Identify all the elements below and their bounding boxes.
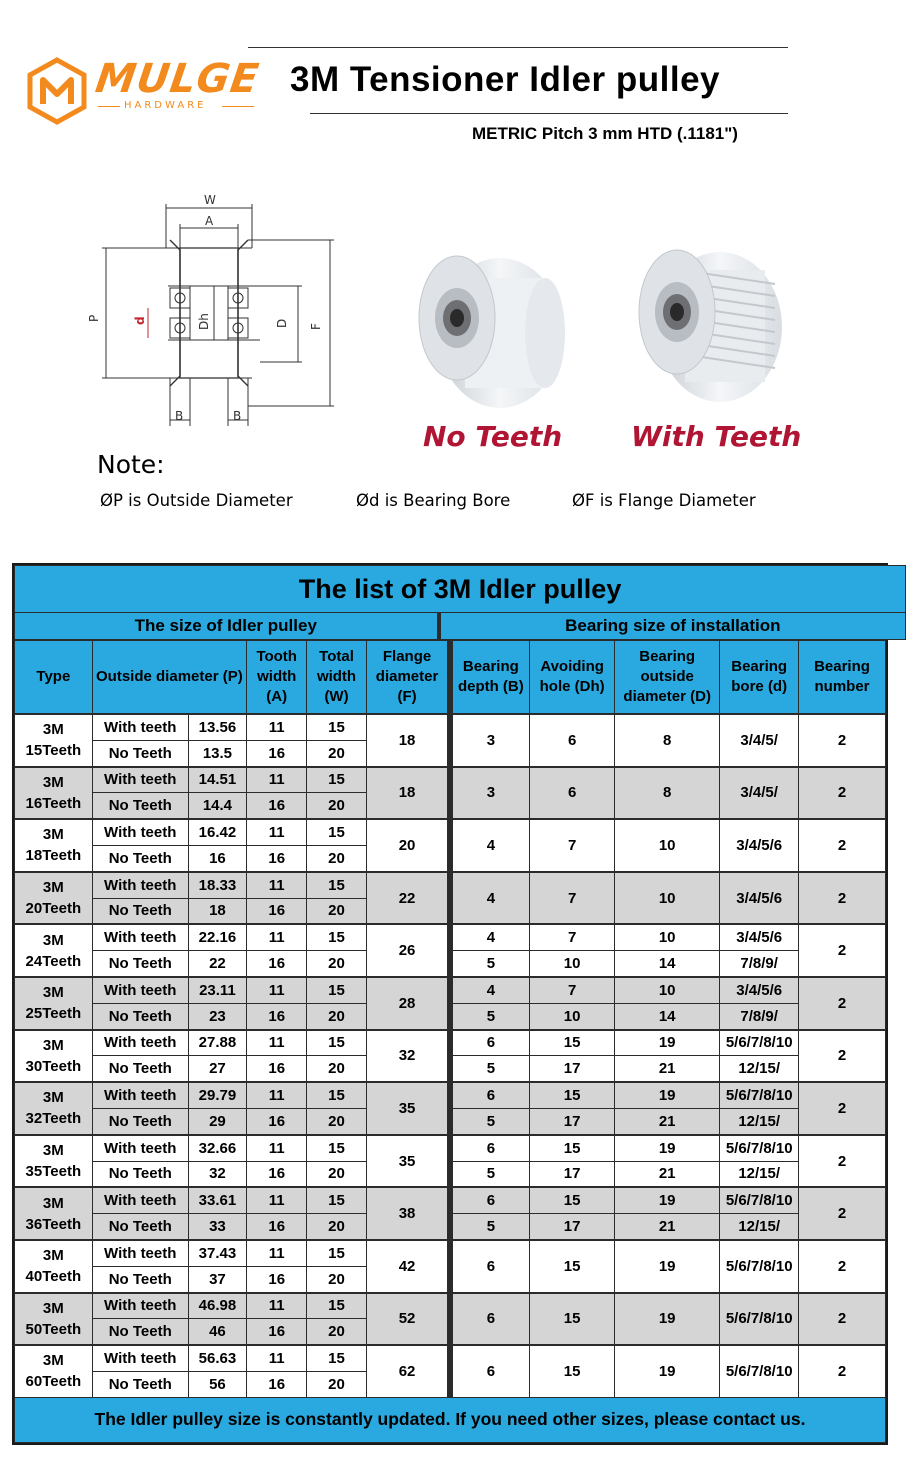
cell-tooth-width: 16 (247, 1214, 307, 1240)
cell-flange-diameter: 20 (366, 819, 448, 872)
cell-bearing-outside-diameter: 19 (615, 1293, 720, 1346)
cell-total-width: 15 (307, 819, 366, 845)
label-b-right: B (233, 409, 242, 423)
cell-bearing-number: 2 (799, 1240, 886, 1293)
cell-tooth-width: 11 (247, 1240, 307, 1266)
cell-total-width: 15 (307, 1030, 366, 1056)
cell-variant-label: No Teeth (92, 1371, 188, 1397)
cell-bearing-bore: 3/4/5/ (720, 714, 799, 767)
note-flange-diameter: ØF is Flange Diameter (572, 491, 756, 510)
cell-avoiding-hole: 15 (530, 1030, 615, 1056)
cell-avoiding-hole: 15 (530, 1135, 615, 1161)
cell-bearing-outside-diameter: 21 (615, 1161, 720, 1187)
cell-total-width: 15 (307, 1082, 366, 1108)
cell-total-width: 20 (307, 1056, 366, 1082)
cell-type: 3M 35Teeth (15, 1135, 93, 1188)
cell-bearing-outside-diameter: 10 (615, 872, 720, 925)
cell-outside-diameter: 13.56 (188, 714, 246, 740)
header-bearing-bore: Bearing bore (d) (720, 641, 799, 715)
cell-type: 3M 40Teeth (15, 1240, 93, 1293)
cell-bearing-number: 2 (799, 767, 886, 820)
cell-outside-diameter: 18.33 (188, 872, 246, 898)
table-row (15, 872, 886, 898)
table-title: The list of 3M Idler pulley (15, 566, 906, 613)
cell-bearing-bore: 12/15/ (720, 1161, 799, 1187)
note-heading: Note: (97, 450, 165, 479)
cell-flange-diameter: 18 (366, 714, 448, 767)
cell-type: 3M 18Teeth (15, 819, 93, 872)
table-row (15, 1187, 886, 1213)
cell-variant-label: With teeth (92, 872, 188, 898)
cell-bearing-bore: 5/6/7/8/10 (720, 1345, 799, 1397)
cell-tooth-width: 16 (247, 1319, 307, 1345)
cell-outside-diameter: 22 (188, 951, 246, 977)
mulge-logo-icon (26, 58, 88, 124)
cell-bearing-depth: 3 (452, 767, 530, 820)
cell-bearing-number: 2 (799, 872, 886, 925)
cell-bearing-outside-diameter: 21 (615, 1214, 720, 1240)
header-tooth-width: Tooth width (A) (247, 641, 307, 715)
cell-outside-diameter: 18 (188, 898, 246, 924)
cell-total-width: 15 (307, 1293, 366, 1319)
cell-tooth-width: 16 (247, 898, 307, 924)
cell-bearing-bore: 3/4/5/6 (720, 977, 799, 1003)
cell-bearing-outside-diameter: 14 (615, 951, 720, 977)
cell-flange-diameter: 32 (366, 1030, 448, 1083)
table-row (15, 819, 886, 845)
cell-variant-label: With teeth (92, 767, 188, 793)
caption-no-teeth: No Teeth (423, 420, 563, 453)
cell-bearing-bore: 5/6/7/8/10 (720, 1082, 799, 1108)
cell-outside-diameter: 37.43 (188, 1240, 246, 1266)
cell-avoiding-hole: 17 (530, 1214, 615, 1240)
cell-outside-diameter: 16 (188, 845, 246, 871)
cell-outside-diameter: 27.88 (188, 1030, 246, 1056)
cell-bearing-outside-diameter: 19 (615, 1135, 720, 1161)
cell-outside-diameter: 46.98 (188, 1293, 246, 1319)
cell-total-width: 20 (307, 740, 366, 766)
table-row (15, 767, 886, 793)
cell-bearing-outside-diameter: 19 (615, 1082, 720, 1108)
note-bearing-bore: Ød is Bearing Bore (356, 491, 511, 510)
cell-flange-diameter: 52 (366, 1293, 448, 1346)
cell-total-width: 20 (307, 898, 366, 924)
cell-total-width: 20 (307, 1214, 366, 1240)
cell-tooth-width: 11 (247, 714, 307, 740)
cell-tooth-width: 11 (247, 1135, 307, 1161)
cell-total-width: 15 (307, 714, 366, 740)
cell-outside-diameter: 33.61 (188, 1187, 246, 1213)
cell-flange-diameter: 38 (366, 1187, 448, 1240)
cell-total-width: 15 (307, 977, 366, 1003)
cell-total-width: 20 (307, 1108, 366, 1134)
cell-flange-diameter: 35 (366, 1135, 448, 1188)
cell-bearing-number: 2 (799, 924, 886, 977)
pulley-with-teeth-image (625, 232, 800, 412)
cell-tooth-width: 11 (247, 1030, 307, 1056)
cell-bearing-number: 2 (799, 714, 886, 767)
note-outside-diameter: ØP is Outside Diameter (100, 491, 293, 510)
caption-with-teeth: With Teeth (631, 420, 802, 453)
cell-bearing-outside-diameter: 8 (615, 767, 720, 820)
cell-bearing-depth: 6 (452, 1187, 530, 1213)
cell-avoiding-hole: 7 (530, 924, 615, 950)
cell-bearing-bore: 3/4/5/6 (720, 819, 799, 872)
cell-tooth-width: 11 (247, 977, 307, 1003)
cell-outside-diameter: 29 (188, 1108, 246, 1134)
cell-avoiding-hole: 7 (530, 872, 615, 925)
cell-type: 3M 32Teeth (15, 1082, 93, 1135)
cell-bearing-outside-diameter: 10 (615, 819, 720, 872)
cell-type: 3M 16Teeth (15, 767, 93, 820)
cell-bearing-depth: 6 (452, 1345, 530, 1397)
cell-outside-diameter: 46 (188, 1319, 246, 1345)
cell-tooth-width: 16 (247, 1161, 307, 1187)
cell-bearing-bore: 5/6/7/8/10 (720, 1135, 799, 1161)
cell-bearing-depth: 4 (452, 872, 530, 925)
cell-total-width: 15 (307, 767, 366, 793)
table-row (15, 1345, 886, 1371)
cell-type: 3M 25Teeth (15, 977, 93, 1030)
cell-flange-diameter: 42 (366, 1240, 448, 1293)
cell-outside-diameter: 22.16 (188, 924, 246, 950)
cell-variant-label: No Teeth (92, 898, 188, 924)
header-flange-diameter: Flange diameter (F) (366, 641, 448, 715)
cell-bearing-depth: 5 (452, 1003, 530, 1029)
cell-outside-diameter: 32.66 (188, 1135, 246, 1161)
pulley-diagram (87, 188, 340, 433)
label-p: P (87, 314, 101, 322)
brand-divider (98, 106, 120, 107)
page-title: 3M Tensioner Idler pulley (290, 60, 721, 99)
cell-bearing-outside-diameter: 19 (615, 1345, 720, 1397)
cell-avoiding-hole: 15 (530, 1293, 615, 1346)
cell-outside-diameter: 13.5 (188, 740, 246, 766)
label-bearing-od: D (275, 318, 289, 328)
cell-bearing-outside-diameter: 14 (615, 1003, 720, 1029)
cell-total-width: 15 (307, 1187, 366, 1213)
brand-subtitle: HARDWARE (124, 100, 207, 111)
cell-bearing-number: 2 (799, 819, 886, 872)
cell-bearing-depth: 4 (452, 977, 530, 1003)
header-bearing-number: Bearing number (799, 641, 886, 715)
cell-bearing-number: 2 (799, 1082, 886, 1135)
cell-tooth-width: 11 (247, 1293, 307, 1319)
cell-avoiding-hole: 10 (530, 1003, 615, 1029)
cell-bearing-depth: 6 (452, 1030, 530, 1056)
cell-type: 3M 15Teeth (15, 714, 93, 767)
cell-type: 3M 36Teeth (15, 1187, 93, 1240)
cell-variant-label: No Teeth (92, 1214, 188, 1240)
cell-tooth-width: 16 (247, 1056, 307, 1082)
cell-total-width: 20 (307, 1161, 366, 1187)
cell-flange-diameter: 18 (366, 767, 448, 820)
cell-avoiding-hole: 15 (530, 1082, 615, 1108)
cell-variant-label: With teeth (92, 1240, 188, 1266)
cell-variant-label: With teeth (92, 1345, 188, 1371)
cell-variant-label: No Teeth (92, 951, 188, 977)
cell-tooth-width: 16 (247, 793, 307, 819)
cell-bearing-number: 2 (799, 1187, 886, 1240)
cell-bearing-depth: 6 (452, 1135, 530, 1161)
table-row (15, 977, 886, 1003)
cell-outside-diameter: 14.51 (188, 767, 246, 793)
cell-bearing-bore: 12/15/ (720, 1108, 799, 1134)
cell-total-width: 20 (307, 845, 366, 871)
title-rule (310, 113, 788, 114)
cell-tooth-width: 11 (247, 767, 307, 793)
cell-bearing-number: 2 (799, 977, 886, 1030)
header-avoiding-hole: Avoiding hole (Dh) (530, 641, 615, 715)
cell-bearing-bore: 3/4/5/6 (720, 924, 799, 950)
pulley-no-teeth-image (405, 238, 580, 418)
table-row (15, 1082, 886, 1108)
cell-bearing-depth: 4 (452, 924, 530, 950)
title-rule (248, 47, 788, 48)
cell-avoiding-hole: 15 (530, 1345, 615, 1397)
table-body (15, 714, 886, 1397)
cell-tooth-width: 16 (247, 1003, 307, 1029)
cell-flange-diameter: 35 (366, 1082, 448, 1135)
cell-bearing-outside-diameter: 19 (615, 1030, 720, 1056)
cell-bearing-depth: 5 (452, 951, 530, 977)
cell-avoiding-hole: 7 (530, 819, 615, 872)
section-pulley-size: The size of Idler pulley (15, 613, 439, 640)
cell-variant-label: No Teeth (92, 1108, 188, 1134)
cell-flange-diameter: 28 (366, 977, 448, 1030)
cell-flange-diameter: 26 (366, 924, 448, 977)
header-outside-diameter: Outside diameter (P) (92, 641, 246, 715)
cell-bearing-bore: 5/6/7/8/10 (720, 1293, 799, 1346)
header-total-width: Total width (W) (307, 641, 366, 715)
cell-avoiding-hole: 10 (530, 951, 615, 977)
cell-bearing-depth: 5 (452, 1108, 530, 1134)
cell-bearing-bore: 5/6/7/8/10 (720, 1187, 799, 1213)
table-row (15, 1240, 886, 1266)
cell-type: 3M 24Teeth (15, 924, 93, 977)
cell-bearing-outside-diameter: 19 (615, 1187, 720, 1213)
cell-variant-label: With teeth (92, 714, 188, 740)
cell-variant-label: With teeth (92, 977, 188, 1003)
cell-bearing-bore: 7/8/9/ (720, 951, 799, 977)
cell-tooth-width: 11 (247, 1187, 307, 1213)
table-row (15, 1030, 886, 1056)
cell-tooth-width: 11 (247, 872, 307, 898)
label-w: W (204, 193, 216, 207)
cell-total-width: 15 (307, 1135, 366, 1161)
cell-bearing-depth: 5 (452, 1214, 530, 1240)
cell-bearing-bore: 3/4/5/ (720, 767, 799, 820)
cell-bearing-bore: 5/6/7/8/10 (720, 1240, 799, 1293)
cell-total-width: 20 (307, 1371, 366, 1397)
header-bearing-outside-diameter: Bearing outside diameter (D) (615, 641, 720, 715)
cell-bearing-number: 2 (799, 1030, 886, 1083)
table-row (15, 714, 886, 740)
cell-total-width: 20 (307, 1319, 366, 1345)
cell-outside-diameter: 56 (188, 1371, 246, 1397)
cell-type: 3M 50Teeth (15, 1293, 93, 1346)
cell-variant-label: No Teeth (92, 793, 188, 819)
brand-name: MULGE (92, 56, 263, 102)
cell-bearing-outside-diameter: 10 (615, 924, 720, 950)
cell-type: 3M 60Teeth (15, 1345, 93, 1397)
cell-variant-label: No Teeth (92, 1266, 188, 1292)
label-dh: Dh (197, 313, 211, 330)
label-f: F (309, 323, 323, 330)
cell-total-width: 20 (307, 951, 366, 977)
cell-variant-label: With teeth (92, 1030, 188, 1056)
cell-variant-label: With teeth (92, 924, 188, 950)
cell-bearing-depth: 4 (452, 819, 530, 872)
cell-tooth-width: 16 (247, 1108, 307, 1134)
cell-outside-diameter: 33 (188, 1214, 246, 1240)
cell-variant-label: No Teeth (92, 1003, 188, 1029)
cell-total-width: 15 (307, 1345, 366, 1371)
table-footer-note: The Idler pulley size is constantly updated. If you need other sizes, please contact us. (15, 1397, 886, 1442)
brand-divider (222, 106, 254, 107)
section-bearing-size: Bearing size of installation (439, 613, 906, 640)
pulley-spec-table (12, 563, 888, 1445)
cell-tooth-width: 11 (247, 924, 307, 950)
cell-bearing-outside-diameter: 10 (615, 977, 720, 1003)
header-bearing-depth: Bearing depth (B) (452, 641, 530, 715)
cell-type: 3M 20Teeth (15, 872, 93, 925)
cell-total-width: 15 (307, 872, 366, 898)
cell-outside-diameter: 23 (188, 1003, 246, 1029)
cell-bearing-number: 2 (799, 1135, 886, 1188)
cell-variant-label: No Teeth (92, 740, 188, 766)
cell-tooth-width: 11 (247, 1345, 307, 1371)
cell-avoiding-hole: 6 (530, 767, 615, 820)
cell-bearing-outside-diameter: 8 (615, 714, 720, 767)
table-row (15, 1293, 886, 1319)
cell-variant-label: With teeth (92, 1082, 188, 1108)
cell-bearing-outside-diameter: 19 (615, 1240, 720, 1293)
table-row (15, 1135, 886, 1161)
cell-bearing-depth: 6 (452, 1240, 530, 1293)
cell-tooth-width: 11 (247, 819, 307, 845)
cell-variant-label: No Teeth (92, 845, 188, 871)
cell-type: 3M 30Teeth (15, 1030, 93, 1083)
cell-bearing-outside-diameter: 21 (615, 1108, 720, 1134)
cell-avoiding-hole: 17 (530, 1056, 615, 1082)
cell-variant-label: With teeth (92, 1135, 188, 1161)
cell-bearing-bore: 12/15/ (720, 1214, 799, 1240)
cell-total-width: 20 (307, 793, 366, 819)
cell-variant-label: With teeth (92, 819, 188, 845)
cell-avoiding-hole: 6 (530, 714, 615, 767)
cell-tooth-width: 11 (247, 1082, 307, 1108)
cell-tooth-width: 16 (247, 845, 307, 871)
label-d: d (133, 316, 147, 325)
cell-bearing-number: 2 (799, 1293, 886, 1346)
cell-total-width: 15 (307, 1240, 366, 1266)
cell-avoiding-hole: 7 (530, 977, 615, 1003)
cell-flange-diameter: 22 (366, 872, 448, 925)
cell-variant-label: With teeth (92, 1293, 188, 1319)
cell-avoiding-hole: 17 (530, 1161, 615, 1187)
cell-bearing-depth: 3 (452, 714, 530, 767)
cell-outside-diameter: 23.11 (188, 977, 246, 1003)
cell-bearing-depth: 5 (452, 1056, 530, 1082)
cell-tooth-width: 16 (247, 1371, 307, 1397)
cell-tooth-width: 16 (247, 1266, 307, 1292)
cell-variant-label: With teeth (92, 1187, 188, 1213)
cell-bearing-bore: 5/6/7/8/10 (720, 1030, 799, 1056)
page-subtitle: METRIC Pitch 3 mm HTD (.1181") (472, 124, 738, 143)
header-type: Type (15, 641, 93, 715)
cell-variant-label: No Teeth (92, 1161, 188, 1187)
cell-outside-diameter: 14.4 (188, 793, 246, 819)
cell-flange-diameter: 62 (366, 1345, 448, 1397)
cell-variant-label: No Teeth (92, 1056, 188, 1082)
cell-outside-diameter: 27 (188, 1056, 246, 1082)
cell-tooth-width: 16 (247, 740, 307, 766)
cell-outside-diameter: 29.79 (188, 1082, 246, 1108)
cell-outside-diameter: 16.42 (188, 819, 246, 845)
table-row (15, 924, 886, 950)
cell-total-width: 15 (307, 924, 366, 950)
cell-bearing-depth: 6 (452, 1082, 530, 1108)
label-b-left: B (175, 409, 184, 423)
cell-variant-label: No Teeth (92, 1319, 188, 1345)
cell-avoiding-hole: 15 (530, 1240, 615, 1293)
cell-total-width: 20 (307, 1003, 366, 1029)
cell-outside-diameter: 37 (188, 1266, 246, 1292)
cell-tooth-width: 16 (247, 951, 307, 977)
cell-outside-diameter: 56.63 (188, 1345, 246, 1371)
cell-bearing-bore: 7/8/9/ (720, 1003, 799, 1029)
cell-avoiding-hole: 17 (530, 1108, 615, 1134)
cell-bearing-bore: 12/15/ (720, 1056, 799, 1082)
cell-bearing-depth: 6 (452, 1293, 530, 1346)
cell-avoiding-hole: 15 (530, 1187, 615, 1213)
cell-total-width: 20 (307, 1266, 366, 1292)
cell-bearing-depth: 5 (452, 1161, 530, 1187)
cell-outside-diameter: 32 (188, 1161, 246, 1187)
cell-bearing-number: 2 (799, 1345, 886, 1397)
cell-bearing-bore: 3/4/5/6 (720, 872, 799, 925)
label-a: A (205, 214, 214, 228)
cell-bearing-outside-diameter: 21 (615, 1056, 720, 1082)
